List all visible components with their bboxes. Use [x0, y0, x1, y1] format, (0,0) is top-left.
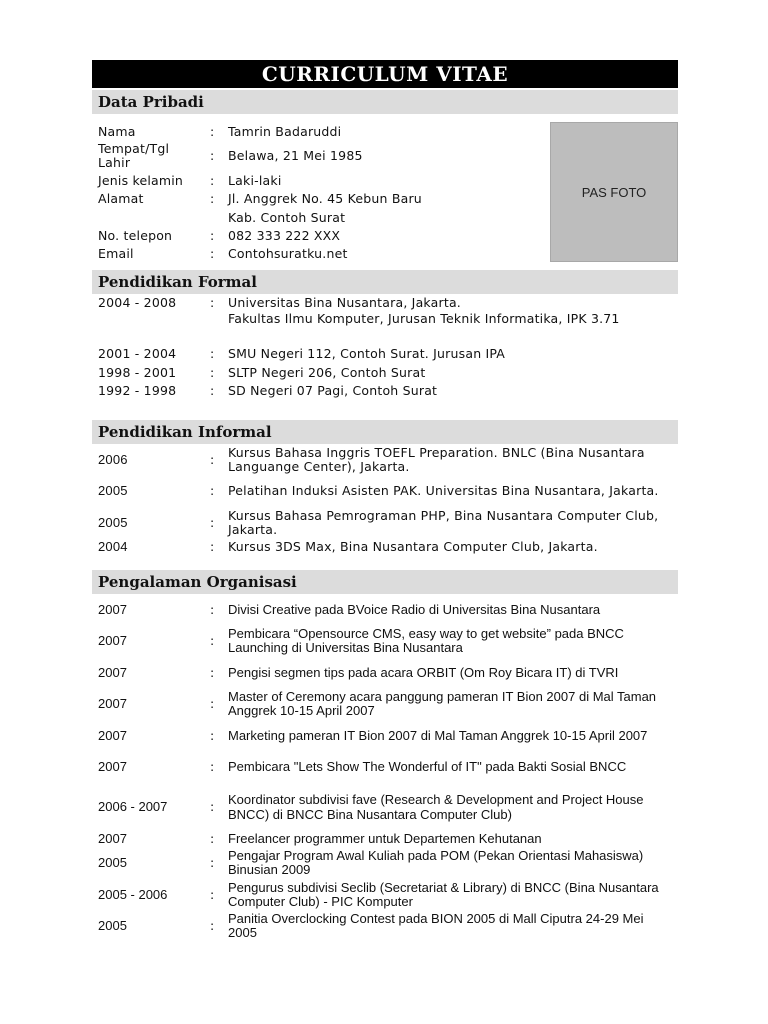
cv-title: CURRICULUM VITAE — [92, 60, 678, 88]
org-period: 2005 — [98, 918, 127, 933]
personal-value: Kab. Contoh Surat — [228, 209, 346, 225]
personal-value: 082 333 222 XXX — [228, 228, 341, 243]
formal-period: 2001 - 2004 — [98, 346, 177, 361]
org-value: Marketing pameran IT Bion 2007 di Mal Taman Anggrek 10-15 April 2007 — [228, 727, 648, 743]
org-value: Koordinator subdivisi fave (Research & Development and Project House BNCC) di BNCC Bina Nusantara Computer Club) — [228, 791, 644, 822]
formal-period: 1992 - 1998 — [98, 383, 177, 398]
org-period: 2006 - 2007 — [98, 798, 168, 814]
formal-value: Universitas Bina Nusantara, Jakarta. — [228, 294, 461, 310]
org-row — [92, 657, 678, 688]
formal-value: Fakultas Ilmu Komputer, Jurusan Teknik Informatika, IPK 3.71 — [228, 311, 620, 326]
formal-period: 2004 - 2008 — [98, 294, 177, 310]
colon: : — [210, 601, 215, 617]
informal-year: 2004 — [98, 539, 128, 554]
org-row — [92, 847, 678, 879]
org-period: 2005 — [98, 855, 127, 870]
colon: : — [210, 346, 215, 361]
org-value: Pembicara "Lets Show The Wonderful of IT" pada Bakti Sosial BNCC — [228, 759, 627, 774]
org-row — [92, 594, 678, 625]
formal-row — [92, 311, 678, 345]
colon: : — [210, 798, 215, 814]
colon: : — [210, 483, 215, 498]
personal-value: Tamrin Badaruddi — [228, 123, 342, 139]
org-row — [92, 830, 678, 847]
formal-period: 1998 - 2001 — [98, 364, 177, 380]
colon: : — [210, 173, 215, 188]
personal-row — [92, 227, 548, 245]
informal-value: Pelatihan Induksi Asisten PAK. Universitas Bina Nusantara, Jakarta. — [228, 483, 659, 498]
org-row — [92, 751, 678, 783]
colon: : — [210, 451, 215, 467]
colon: : — [210, 514, 215, 530]
personal-label: Jenis kelamin — [98, 173, 184, 188]
personal-row — [92, 140, 548, 172]
colon: : — [210, 294, 215, 310]
formal-section — [92, 294, 678, 418]
informal-section — [92, 444, 678, 568]
personal-value: Belawa, 21 Mei 1985 — [228, 148, 363, 163]
personal-label: Email — [98, 246, 134, 261]
formal-value: SLTP Negeri 206, Contoh Surat — [228, 364, 426, 380]
org-period: 2007 — [98, 664, 127, 680]
colon: : — [210, 364, 215, 380]
section-header-organization: Pengalaman Organisasi — [92, 570, 678, 594]
colon: : — [210, 148, 215, 163]
cv-content — [92, 60, 678, 942]
formal-value: SMU Negeri 112, Contoh Surat. Jurusan IPA — [228, 346, 506, 361]
formal-value: SD Negeri 07 Pagi, Contoh Surat — [228, 383, 438, 398]
colon: : — [210, 886, 215, 902]
colon: : — [210, 830, 215, 846]
org-value: Master of Ceremony acara panggung pameran IT Bion 2007 di Mal Taman Anggrek 10-15 April 2007 — [228, 689, 657, 718]
formal-row — [92, 345, 678, 363]
org-value: Pengajar Program Awal Kuliah pada POM (Pekan Orientasi Mahasiswa) Binusian 2009 — [228, 848, 644, 877]
section-header-personal: Data Pribadi — [92, 90, 678, 114]
formal-row — [92, 294, 678, 311]
informal-value: Kursus 3DS Max, Bina Nusantara Computer Club, Jakarta. — [228, 539, 598, 554]
section-header-formal: Pendidikan Formal — [92, 270, 678, 294]
informal-year: 2005 — [98, 483, 128, 498]
colon: : — [210, 246, 215, 261]
informal-year: 2005 — [98, 514, 128, 530]
personal-value: Jl. Anggrek No. 45 Kebun Baru — [228, 191, 422, 206]
org-row — [92, 783, 678, 830]
photo-label: PAS FOTO — [581, 184, 647, 200]
personal-label: Nama — [98, 123, 136, 139]
colon: : — [210, 727, 215, 743]
personal-row — [92, 190, 548, 208]
colon: : — [210, 191, 215, 206]
org-row — [92, 625, 678, 657]
photo-placeholder — [550, 122, 678, 262]
org-row — [92, 720, 678, 751]
informal-row — [92, 507, 678, 538]
informal-row — [92, 475, 678, 507]
org-row — [92, 688, 678, 720]
colon: : — [210, 759, 215, 774]
personal-value: Laki-laki — [228, 173, 282, 188]
colon: : — [210, 633, 215, 648]
personal-section — [92, 114, 678, 270]
formal-row — [92, 382, 678, 400]
org-period: 2007 — [98, 830, 127, 846]
colon: : — [210, 228, 215, 243]
colon: : — [210, 123, 215, 139]
personal-value: Contohsuratku.net — [228, 246, 348, 261]
org-period: 2005 - 2006 — [98, 886, 168, 902]
org-value: Pengurus subdivisi Seclib (Secretariat & Library) di BNCC (Bina Nusantara Computer Club) - PIC Komputer — [228, 879, 659, 909]
org-period: 2007 — [98, 633, 127, 648]
org-value: Divisi Creative pada BVoice Radio di Universitas Bina Nusantara — [228, 601, 601, 617]
colon: : — [210, 664, 215, 680]
personal-row — [92, 172, 548, 190]
colon: : — [210, 918, 215, 933]
colon: : — [210, 855, 215, 870]
informal-value: Kursus Bahasa Inggris TOEFL Preparation. BNLC (Bina Nusantara Languange Center), Jakarta. — [228, 444, 645, 474]
org-period: 2007 — [98, 759, 127, 774]
personal-label: No. telepon — [98, 228, 173, 243]
personal-row — [92, 208, 548, 227]
org-period: 2007 — [98, 727, 127, 743]
formal-row — [92, 363, 678, 382]
org-value: Pengisi segmen tips pada acara ORBIT (Om Roy Bicara IT) di TVRI — [228, 664, 619, 680]
informal-row — [92, 538, 678, 556]
colon: : — [210, 383, 215, 398]
org-period: 2007 — [98, 696, 127, 711]
org-row — [92, 879, 678, 910]
org-row — [92, 910, 678, 942]
informal-row — [92, 444, 678, 475]
section-header-informal: Pendidikan Informal — [92, 420, 678, 444]
personal-row — [92, 123, 548, 140]
personal-row — [92, 245, 548, 263]
colon: : — [210, 696, 215, 711]
org-period: 2007 — [98, 601, 127, 617]
organization-section — [92, 594, 678, 942]
informal-year: 2006 — [98, 451, 128, 467]
org-value: Pembicara “Opensource CMS, easy way to get website” pada BNCC Launching di Universitas Bina Nusantara — [228, 626, 624, 655]
personal-label: Alamat — [98, 191, 144, 206]
org-value: Panitia Overclocking Contest pada BION 2005 di Mall Ciputra 24-29 Mei 2005 — [228, 911, 644, 940]
informal-value: Kursus Bahasa Pemrograman PHP, Bina Nusantara Computer Club, Jakarta. — [228, 507, 659, 537]
org-value: Freelancer programmer untuk Departemen Kehutanan — [228, 830, 542, 846]
personal-label: Tempat/Tgl Lahir — [98, 141, 170, 170]
colon: : — [210, 539, 215, 554]
